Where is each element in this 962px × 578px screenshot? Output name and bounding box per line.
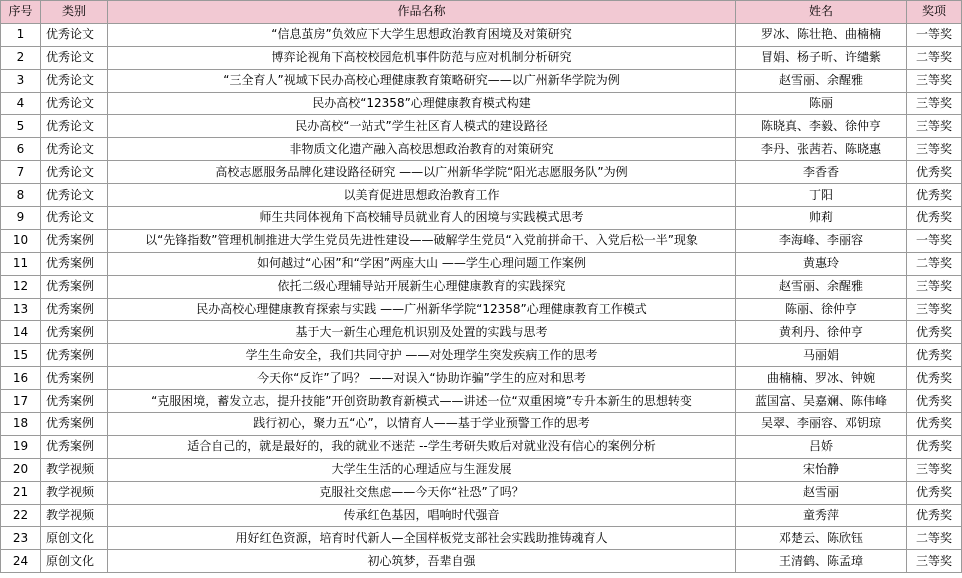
cell-name: 王清鹤、陈孟璋 (736, 550, 907, 573)
cell-name: 李香香 (736, 161, 907, 184)
cell-award: 一等奖 (907, 23, 962, 46)
cell-category: 优秀案例 (41, 298, 108, 321)
cell-name: 陈晓真、李毅、徐仲亨 (736, 115, 907, 138)
header-name: 姓名 (736, 1, 907, 24)
cell-title: “信息茧房”负效应下大学生思想政治教育困境及对策研究 (108, 23, 736, 46)
cell-award: 二等奖 (907, 527, 962, 550)
table-row (1, 504, 962, 527)
cell-index: 20 (1, 458, 41, 481)
cell-category: 优秀论文 (41, 92, 108, 115)
cell-index: 10 (1, 229, 41, 252)
table-row (1, 207, 962, 230)
cell-title: 非物质文化遗产融入高校思想政治教育的对策研究 (108, 138, 736, 161)
cell-index: 3 (1, 69, 41, 92)
table-row (1, 115, 962, 138)
cell-category: 优秀案例 (41, 229, 108, 252)
cell-award: 三等奖 (907, 69, 962, 92)
cell-award: 优秀奖 (907, 504, 962, 527)
cell-category: 优秀论文 (41, 23, 108, 46)
cell-category: 优秀论文 (41, 115, 108, 138)
cell-award: 三等奖 (907, 92, 962, 115)
cell-index: 2 (1, 46, 41, 69)
table-row (1, 69, 962, 92)
cell-name: 赵雪丽、余醒雅 (736, 275, 907, 298)
cell-category: 优秀案例 (41, 344, 108, 367)
cell-title: 如何越过“心困”和“学困”两座大山 ——学生心理问题工作案例 (108, 252, 736, 275)
cell-category: 优秀案例 (41, 367, 108, 390)
cell-name: 黄惠玲 (736, 252, 907, 275)
cell-award: 三等奖 (907, 298, 962, 321)
cell-index: 14 (1, 321, 41, 344)
table-row (1, 413, 962, 436)
table-row (1, 184, 962, 207)
cell-title: 民办高校“一站式”学生社区育人模式的建设路径 (108, 115, 736, 138)
cell-name: 罗冰、陈壮艳、曲楠楠 (736, 23, 907, 46)
cell-name: 帅莉 (736, 207, 907, 230)
header-row (1, 1, 962, 24)
cell-name: 吕娇 (736, 435, 907, 458)
cell-title: 适合自己的，就是最好的，我的就业不迷茫 --学生考研失败后对就业没有信心的案例分析 (108, 435, 736, 458)
cell-index: 6 (1, 138, 41, 161)
cell-index: 7 (1, 161, 41, 184)
cell-title: 民办高校心理健康教育探索与实践 ——广州新华学院“12358”心理健康教育工作模式 (108, 298, 736, 321)
cell-category: 原创文化 (41, 550, 108, 573)
cell-title: 用好红色资源，培育时代新人—全国样板党支部社会实践助推铸魂育人 (108, 527, 736, 550)
cell-name: 李丹、张茜若、陈晓惠 (736, 138, 907, 161)
cell-index: 1 (1, 23, 41, 46)
table-row (1, 229, 962, 252)
cell-category: 教学视频 (41, 481, 108, 504)
cell-name: 李海峰、李丽容 (736, 229, 907, 252)
cell-title: 大学生生活的心理适应与生涯发展 (108, 458, 736, 481)
cell-category: 优秀案例 (41, 321, 108, 344)
cell-title: 初心筑梦，吾辈自强 (108, 550, 736, 573)
cell-category: 优秀论文 (41, 207, 108, 230)
header-category: 类别 (41, 1, 108, 24)
cell-name: 赵雪丽、余醒雅 (736, 69, 907, 92)
table-row (1, 138, 962, 161)
cell-category: 优秀论文 (41, 161, 108, 184)
cell-name: 黄利丹、徐仲亨 (736, 321, 907, 344)
cell-name: 赵雪丽 (736, 481, 907, 504)
cell-title: 学生生命安全，我们共同守护 ——对处理学生突发疾病工作的思考 (108, 344, 736, 367)
table-body (1, 23, 962, 572)
cell-name: 蓝国富、吴嘉斓、陈伟峰 (736, 390, 907, 413)
cell-name: 邓楚云、陈欣钰 (736, 527, 907, 550)
cell-name: 马丽娟 (736, 344, 907, 367)
table-row (1, 46, 962, 69)
cell-award: 优秀奖 (907, 184, 962, 207)
cell-award: 优秀奖 (907, 481, 962, 504)
table-row (1, 321, 962, 344)
header-award: 奖项 (907, 1, 962, 24)
cell-award: 优秀奖 (907, 344, 962, 367)
cell-title: 高校志愿服务品牌化建设路径研究 ——以广州新华学院“阳光志愿服务队”为例 (108, 161, 736, 184)
table-row (1, 527, 962, 550)
cell-name: 丁阳 (736, 184, 907, 207)
cell-index: 15 (1, 344, 41, 367)
table-row (1, 298, 962, 321)
cell-index: 17 (1, 390, 41, 413)
cell-title: 依托二级心理辅导站开展新生心理健康教育的实践探究 (108, 275, 736, 298)
header-index: 序号 (1, 1, 41, 24)
cell-index: 23 (1, 527, 41, 550)
cell-index: 8 (1, 184, 41, 207)
header-title: 作品名称 (108, 1, 736, 24)
cell-title: 传承红色基因，唱响时代强音 (108, 504, 736, 527)
cell-name: 陈丽、徐仲亨 (736, 298, 907, 321)
cell-category: 教学视频 (41, 504, 108, 527)
cell-index: 12 (1, 275, 41, 298)
cell-index: 24 (1, 550, 41, 573)
table-row (1, 344, 962, 367)
cell-index: 16 (1, 367, 41, 390)
cell-award: 三等奖 (907, 458, 962, 481)
cell-index: 21 (1, 481, 41, 504)
cell-award: 三等奖 (907, 115, 962, 138)
table-row (1, 23, 962, 46)
cell-category: 教学视频 (41, 458, 108, 481)
cell-award: 优秀奖 (907, 435, 962, 458)
cell-category: 原创文化 (41, 527, 108, 550)
cell-title: 践行初心，聚力五“心”，以情育人——基于学业预警工作的思考 (108, 413, 736, 436)
cell-title: 基于大一新生心理危机识别及处置的实践与思考 (108, 321, 736, 344)
table-row (1, 252, 962, 275)
cell-name: 童秀萍 (736, 504, 907, 527)
cell-title: “三全育人”视域下民办高校心理健康教育策略研究——以广州新华学院为例 (108, 69, 736, 92)
cell-category: 优秀案例 (41, 275, 108, 298)
cell-title: 克服社交焦虑——今天你“社恐”了吗？ (108, 481, 736, 504)
cell-award: 优秀奖 (907, 321, 962, 344)
cell-category: 优秀论文 (41, 138, 108, 161)
table-row (1, 481, 962, 504)
table-row (1, 435, 962, 458)
table-row (1, 367, 962, 390)
cell-title: “克服困境，蓄发立志，提升技能”开创资助教育新模式——讲述一位“双重困境”专升本新生的思想转变 (108, 390, 736, 413)
cell-category: 优秀案例 (41, 435, 108, 458)
cell-award: 优秀奖 (907, 390, 962, 413)
table-row (1, 458, 962, 481)
cell-title: 以“先锋指数”管理机制推进大学生党员先进性建设——破解学生党员“入党前拼命干、入党后松一半”现象 (108, 229, 736, 252)
cell-category: 优秀论文 (41, 46, 108, 69)
cell-index: 4 (1, 92, 41, 115)
cell-category: 优秀论文 (41, 69, 108, 92)
cell-category: 优秀案例 (41, 390, 108, 413)
cell-index: 22 (1, 504, 41, 527)
cell-award: 二等奖 (907, 46, 962, 69)
cell-title: 今天你“反诈”了吗？ ——对误入“协助诈骗”学生的应对和思考 (108, 367, 736, 390)
cell-index: 13 (1, 298, 41, 321)
cell-index: 19 (1, 435, 41, 458)
cell-name: 吴翠、李丽容、邓钥琼 (736, 413, 907, 436)
cell-category: 优秀论文 (41, 184, 108, 207)
cell-index: 9 (1, 207, 41, 230)
cell-name: 曲楠楠、罗冰、钟婉 (736, 367, 907, 390)
cell-index: 18 (1, 413, 41, 436)
cell-index: 11 (1, 252, 41, 275)
cell-award: 优秀奖 (907, 207, 962, 230)
cell-title: 以美育促进思想政治教育工作 (108, 184, 736, 207)
cell-award: 三等奖 (907, 275, 962, 298)
cell-award: 三等奖 (907, 138, 962, 161)
cell-title: 民办高校“12358”心理健康教育模式构建 (108, 92, 736, 115)
cell-title: 博弈论视角下高校校园危机事件防范与应对机制分析研究 (108, 46, 736, 69)
cell-category: 优秀案例 (41, 252, 108, 275)
cell-award: 优秀奖 (907, 367, 962, 390)
table-row (1, 161, 962, 184)
cell-name: 陈丽 (736, 92, 907, 115)
cell-category: 优秀案例 (41, 413, 108, 436)
cell-award: 三等奖 (907, 550, 962, 573)
cell-name: 宋怡静 (736, 458, 907, 481)
cell-index: 5 (1, 115, 41, 138)
table-row (1, 390, 962, 413)
cell-award: 优秀奖 (907, 161, 962, 184)
table-row (1, 92, 962, 115)
cell-title: 师生共同体视角下高校辅导员就业育人的困境与实践模式思考 (108, 207, 736, 230)
cell-award: 优秀奖 (907, 413, 962, 436)
cell-award: 二等奖 (907, 252, 962, 275)
cell-award: 一等奖 (907, 229, 962, 252)
table-row (1, 550, 962, 573)
cell-name: 冒娟、杨子昕、许缱紫 (736, 46, 907, 69)
table-row (1, 275, 962, 298)
